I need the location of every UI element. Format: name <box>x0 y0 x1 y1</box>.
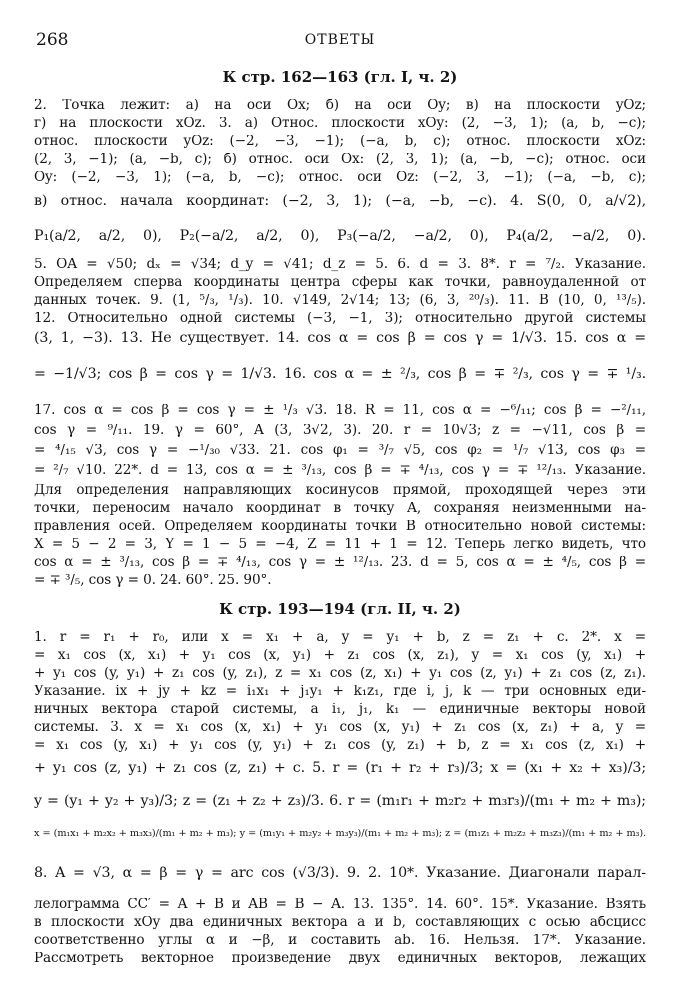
text-line: лелограмма CC′ = A + B и AB = B − A. 13. 135°. 14. 60°. 15*. Указание. Взять <box>34 898 646 912</box>
text-line: данных точек. 9. (1, ⁵/₃, ¹/₃). 10. √149, 2√14; 13; (6, 3, ²⁰/₃). 11. B (10, 0, ¹³/₅). <box>34 294 646 308</box>
text-line: Рассмотреть векторное произведение двух единичных векторов, лежащих <box>34 952 646 966</box>
text-line: 5. OA = √50; dₓ = √34; d_y = √41; d_z = 5. 6. d = 3. 8*. r = ⁷/₂. Указание. <box>34 258 646 272</box>
text-line: соответственно углы α и −β, и составить ab. 16. Нельзя. 17*. Указание. <box>34 934 646 948</box>
text-line: + y₁ cos (y, y₁) + z₁ cos (y, z₁), z = x₁ cos (z, x₁) + y₁ cos (z, y₁) + z₁ cos (z, z₁). <box>34 667 646 681</box>
text-line: (3, 1, −3). 13. Не существует. 14. cos α = cos β = cos γ = 1/√3. 15. cos α = <box>34 331 646 346</box>
text-line: y = (y₁ + y₂ + y₃)/3; z = (z₁ + z₂ + z₃)/3. 6. r = (m₁r₁ + m₂r₂ + m₃r₃)/(m₁ + m₂ + m₃); <box>34 794 646 809</box>
text-line: в) относ. начала координат: (−2, 3, 1); (−a, −b, −c). 4. S(0, 0, a/√2), <box>34 194 646 209</box>
text-line: = x₁ cos (y, x₁) + y₁ cos (y, y₁) + z₁ cos (y, z₁) + b, z = x₁ cos (z, x₁) + <box>34 739 646 753</box>
text-line: системы. 3. x = x₁ cos (x, x₁) + y₁ cos (x, y₁) + z₁ cos (x, z₁) + a, y = <box>34 721 646 735</box>
page-header <box>36 30 644 54</box>
text-line: cos α = ± ³/₁₃, cos β = ∓ ⁴/₁₃, cos γ = ± ¹²/₁₃. 23. d = 5, cos α = ± ⁴/₅, cos β = <box>34 556 646 570</box>
text-line: 12. Относительно одной системы (−3, −1, 3); относительно другой системы <box>34 312 646 326</box>
running-title: ОТВЕТЫ <box>304 32 376 48</box>
section-heading: К стр. 162—163 (гл. I, ч. 2) <box>222 68 458 86</box>
text-line: Указание. ix + jy + kz = i₁x₁ + j₁y₁ + k₁z₁, где i, j, k — три основных еди- <box>34 685 646 699</box>
text-line: относ. плоскости yOz: (−2, −3, −1); (−a, b, c); относ. плоскости xOz: <box>34 135 646 149</box>
text-line: 1. r = r₁ + r₀, или x = x₁ + a, y = y₁ + b, z = z₁ + c. 2*. x = <box>34 631 646 645</box>
text-line: = x₁ cos (x, x₁) + y₁ cos (x, y₁) + z₁ cos (x, z₁), y = x₁ cos (y, x₁) + <box>34 649 646 663</box>
text-line: в плоскости xOy два единичных вектора a и b, составляющих с осью абсцисс <box>34 916 646 930</box>
text-line: 17. cos α = cos β = cos γ = ± ¹/₃ √3. 18. R = 11, cos α = −⁶/₁₁; cos β = −²/₁₁, <box>34 404 646 418</box>
text-line: 2. Точка лежит: а) на оси Ox; б) на оси Oy; в) на плоскости yOz; <box>34 99 646 113</box>
text-line: = ²/₇ √10. 22*. d = 13, cos α = ± ³/₁₃, cos β = ∓ ⁴/₁₃, cos γ = ∓ ¹²/₁₃. Указание. <box>34 464 646 478</box>
text-line: cos γ = ⁹/₁₁. 19. γ = 60°, A (3, 3√2, 3). 20. r = 10√3; z = −√11, cos β = <box>34 424 646 438</box>
text-line: = −1/√3; cos β = cos γ = 1/√3. 16. cos α = ± ²/₃, cos β = ∓ ²/₃, cos γ = ∓ ¹/₃. <box>34 367 646 382</box>
text-line: (2, 3, −1); (a, −b, c); б) относ. оси Ox: (2, 3, 1); (a, −b, −c); относ. оси <box>34 153 646 167</box>
text-line: Определяем сперва координаты центра сферы как точки, равноудаленной от <box>34 276 646 290</box>
text-line: 8. A = √3, α = β = γ = arc cos (√3/3). 9. 2. 10*. Указание. Диагонали парал- <box>34 866 646 881</box>
text-line: Oy: (−2, −3, 1); (−a, b, −c); относ. оси Oz: (−2, 3, −1); (−a, −b, c); <box>34 171 646 185</box>
text-line: + y₁ cos (z, y₁) + z₁ cos (z, z₁) + c. 5. r = (r₁ + r₂ + r₃)/3; x = (x₁ + x₂ + x₃)/3; <box>34 761 646 776</box>
section-heading: К стр. 193—194 (гл. II, ч. 2) <box>219 600 461 618</box>
text-line: = ∓ ³/₅, cos γ = 0. 24. 60°. 25. 90°. <box>34 574 272 588</box>
text-line: точки, переносим начало координат в точку A, сохраняя неизменными на- <box>34 502 646 516</box>
page-number: 268 <box>36 30 69 50</box>
text-line: ничных вектора старой системы, а i₁, j₁, k₁ — единичные векторы новой <box>34 703 646 717</box>
text-line: P₁(a/2, a/2, 0), P₂(−a/2, a/2, 0), P₃(−a/2, −a/2, 0), P₄(a/2, −a/2, 0). <box>34 229 646 244</box>
text-line: правления осей. Определяем координаты точки B относительно новой системы: <box>34 520 646 534</box>
text-line: x = (m₁x₁ + m₂x₂ + m₃x₃)/(m₁ + m₂ + m₃); y = (m₁y₁ + m₂y₂ + m₃y₃)/(m₁ + m₂ + m₃); z = (m₁z₁ + m₂z₂ + m₃z₃)/(m₁ + m₂ + m₃). <box>34 829 646 839</box>
text-line: = ⁴/₁₅ √3, cos γ = −¹/₃₀ √33. 21. cos φ₁ = ³/₇ √5, cos φ₂ = ¹/₇ √13, cos φ₃ = <box>34 444 646 458</box>
text-line: г) на плоскости xOz. 3. а) Относ. плоскости xOy: (2, −3, 1); (a, b, −c); <box>34 117 646 131</box>
text-line: Для определения направляющих косинусов прямой, проходящей через эти <box>34 484 646 498</box>
text-line: X = 5 − 2 = 3, Y = 1 − 5 = −4, Z = 11 + 1 = 12. Теперь легко видеть, что <box>34 538 646 552</box>
